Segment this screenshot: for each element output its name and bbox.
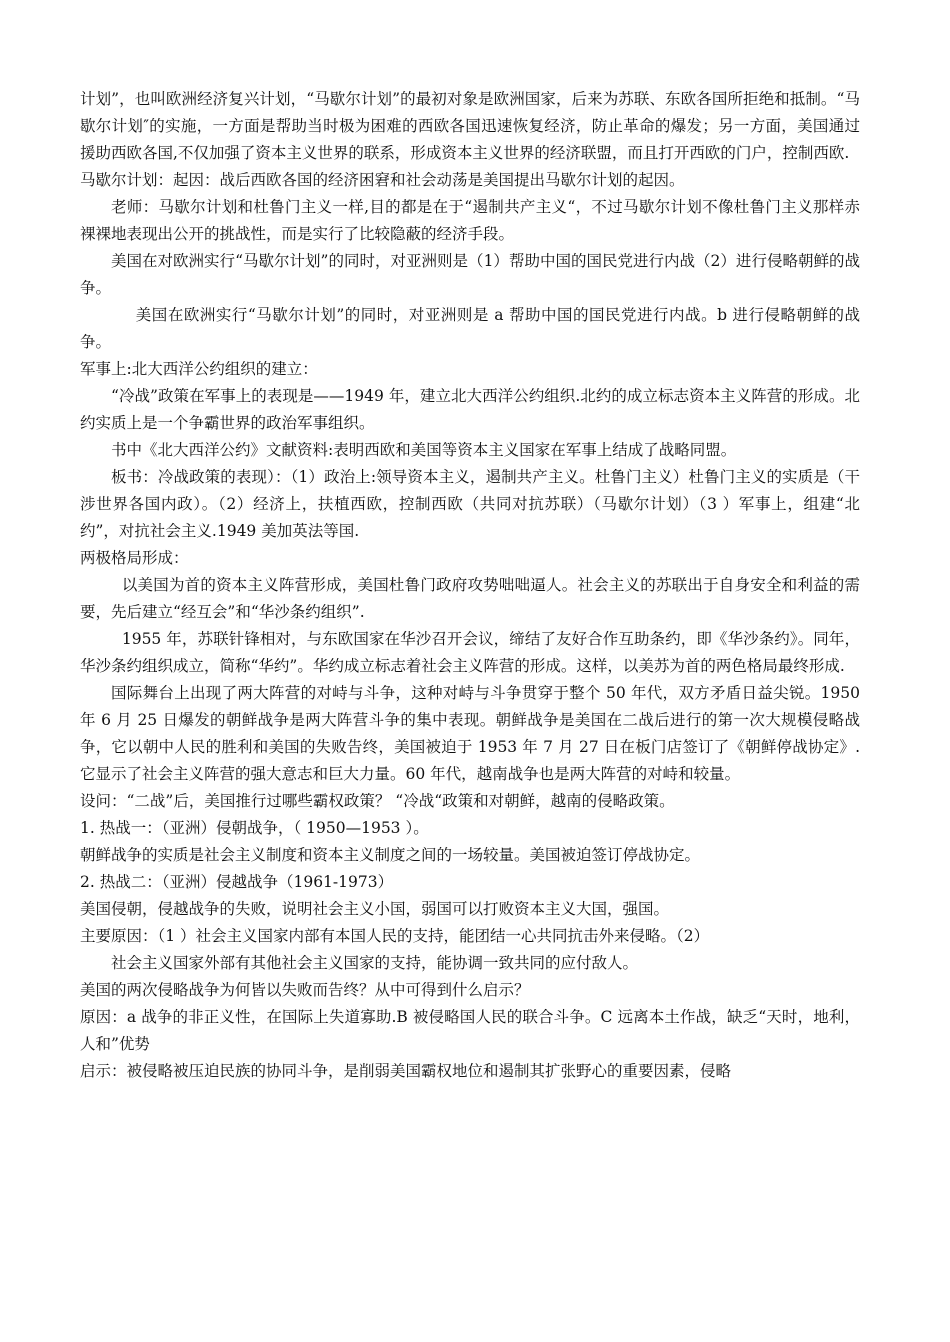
paragraph-war-failure: 美国侵朝，侵越战争的失败，说明社会主义小国，弱国可以打败资本主义大国，强国。 xyxy=(80,900,670,918)
paragraph-reasons: 原因：a 战争的非正义性，在国际上失道寡助.B 被侵略国人民的联合斗争。C 远离本土作战，缺乏“天时，地利，人和”优势 xyxy=(80,1008,860,1053)
paragraph-enlightenment: 启示：被侵略被压迫民族的协同斗争，是削弱美国霸权地位和遏制其扩张野心的重要因素，侵略 xyxy=(80,1062,732,1080)
paragraph-korean-war-essence: 朝鲜战争的实质是社会主义制度和资本主义制度之间的一场较量。美国被迫签订停战协定。 xyxy=(80,846,701,864)
list-item-hot-war-1: 1. 热战一：（亚洲）侵朝战争，（ 1950—1953 ）。 xyxy=(80,819,429,837)
paragraph-asia-policy-1: 美国在对欧洲实行“马歇尔计划”的同时，对亚洲则是（1）帮助中国的国民党进行内战（2）进行侵略朝鲜的战争。 xyxy=(80,252,860,297)
paragraph-main-reasons: 主要原因：（1 ）社会主义国家内部有本国人民的支持，能团结一心共同抗击外来侵略。（2） xyxy=(80,927,710,945)
paragraph-asia-policy-2: 美国在欧洲实行“马歇尔计划”的同时，对亚洲则是 a 帮助中国的国民党进行内战。b 进行侵略朝鲜的战争。 xyxy=(80,306,860,351)
paragraph-nato-establishment: “冷战”政策在军事上的表现是——1949 年，建立北大西洋公约组织.北约的成立标志资本主义阵营的形成。北约实质上是一个争霸世界的政治军事组织。 xyxy=(80,387,860,432)
paragraph-main-reasons-cont: 社会主义国家外部有其他社会主义国家的支持，能协调一致共同的应付敌人。 xyxy=(111,954,639,972)
paragraph-question-failure: 美国的两次侵略战争为何皆以失败而告终？从中可得到什么启示？ xyxy=(80,981,530,999)
heading-military-nato: 军事上:北大西洋公约组织的建立： xyxy=(80,360,318,378)
paragraph-warsaw-pact: 1955 年，苏联针锋相对，与东欧国家在华沙召开会议，缔结了友好合作互助条约，即《华沙条约》。同年，华沙条约组织成立，简称“华约”。华约成立标志着社会主义阵营的形成。这样，以美苏为首的两色格局最终形成. xyxy=(80,630,860,675)
paragraph-teacher-note: 老师：马歇尔计划和杜鲁门主义一样,目的都是在于“遏制共产主义“，不过马歇尔计划不像杜鲁门主义那样赤裸裸地表现出公开的挑战性，而是实行了比较隐蔽的经济手段。 xyxy=(80,198,860,243)
paragraph-capitalist-camp: 以美国为首的资本主义阵营形成，美国杜鲁门政府攻势咄咄逼人。社会主义的苏联出于自身安全和利益的需要，先后建立“经互会”和“华沙条约组织”. xyxy=(80,576,860,621)
paragraph-nato-document: 书中《北大西洋公约》文献资料:表明西欧和美国等资本主义国家在军事上结成了战略同盟。 xyxy=(111,441,737,459)
paragraph-question-hegemony: 设问：“二战”后，美国推行过哪些霸权政策？ “冷战“政策和对朝鲜，越南的侵略政策。 xyxy=(80,792,675,810)
paragraph-blackboard-notes: 板书：冷战政策的表现）：（1）政治上:领导资本主义，遏制共产主义。杜鲁门主义）杜鲁门主义的实质是（干涉世界各国内政）。（2）经济上，扶植西欧，控制西欧（共同对抗苏联）（马歇尔计划）（3 ）军事上，组建“北约”，对抗社会主义.1949 美加英法等国. xyxy=(80,468,860,540)
heading-bipolar-pattern: 两极格局形成： xyxy=(80,549,189,567)
paragraph-marshall-plan-overview: 计划”，也叫欧洲经济复兴计划，“马歇尔计划”的最初对象是欧洲国家，后来为苏联、东欧各国所拒绝和抵制。“马歇尔计划″的实施，一方面是帮助当时极为困难的西欧各国迅速恢复经济，防止革命的爆发；另一方面，美国通过援助西欧各国,不仅加强了资本主义世界的联系，形成资本主义世界的经济联盟，而且打开西欧的门户，控制西欧. xyxy=(80,90,860,162)
list-item-hot-war-2: 2. 热战二：（亚洲）侵越战争（1961-1973） xyxy=(80,873,394,891)
paragraph-marshall-plan-cause: 马歇尔计划：起因：战后西欧各国的经济困窘和社会动荡是美国提出马歇尔计划的起因。 xyxy=(80,171,685,189)
paragraph-confrontation: 国际舞台上出现了两大阵营的对峙与斗争，这种对峙与斗争贯穿于整个 50 年代，双方矛盾日益尖锐。1950 年 6 月 25 日爆发的朝鲜战争是两大阵营斗争的集中表现。朝鲜战争是美国在二战后进行的第一次大规模侵略战争，它以朝中人民的胜利和美国的失败告终，美国被迫于 1953 年 7 月 27 日在板门店签订了《朝鲜停战协定》.它显示了社会主义阵营的强大意志和巨大力量。60 年代，越南战争也是两大阵营的对峙和较量。 xyxy=(80,684,860,783)
